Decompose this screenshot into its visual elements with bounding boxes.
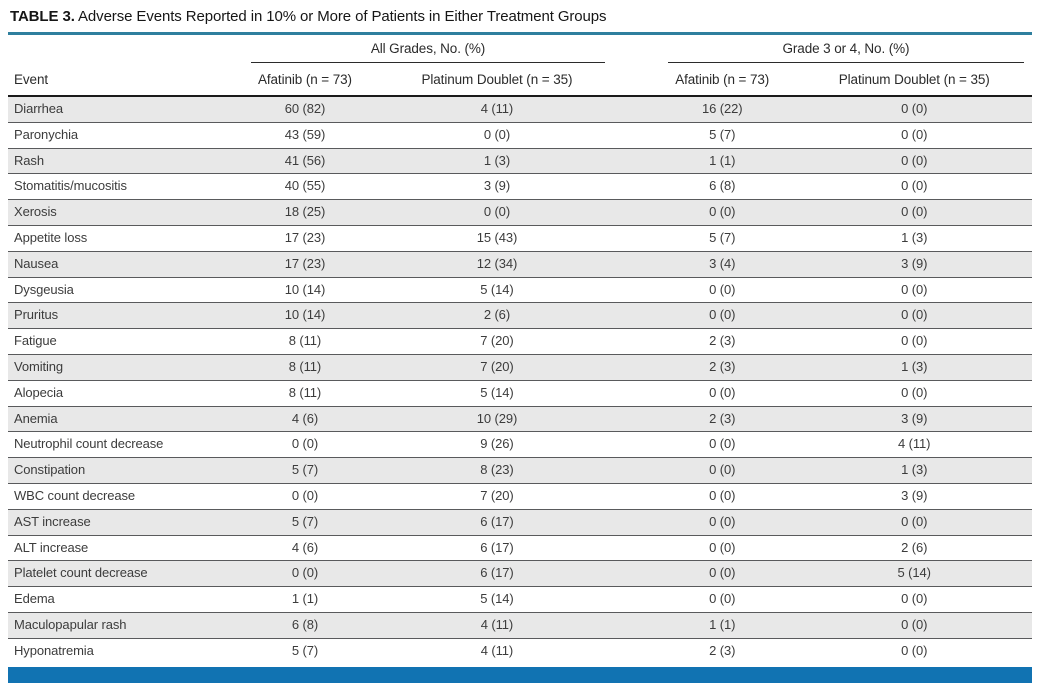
event-cell: Platelet count decrease (8, 561, 223, 587)
value-cell: 0 (0) (648, 587, 796, 613)
event-cell: Vomiting (8, 354, 223, 380)
table-row (8, 535, 1032, 561)
value-cell: 3 (9) (796, 406, 1032, 432)
col-header-afatinib-g34: Afatinib (n = 73) (648, 63, 796, 96)
value-cell: 12 (34) (387, 251, 607, 277)
table-row (8, 354, 1032, 380)
value-cell: 17 (23) (223, 251, 387, 277)
value-cell: 6 (17) (387, 509, 607, 535)
event-cell: Neutrophil count decrease (8, 432, 223, 458)
value-cell: 6 (8) (648, 174, 796, 200)
value-cell: 0 (0) (796, 380, 1032, 406)
value-cell: 7 (20) (387, 329, 607, 355)
spacer-cell (607, 638, 648, 663)
value-cell: 5 (14) (387, 587, 607, 613)
value-cell: 7 (20) (387, 354, 607, 380)
table-row (8, 200, 1032, 226)
event-cell: Nausea (8, 251, 223, 277)
value-cell: 8 (11) (223, 380, 387, 406)
value-cell: 0 (0) (648, 277, 796, 303)
value-cell: 6 (17) (387, 561, 607, 587)
col-header-platinum-g34: Platinum Doublet (n = 35) (796, 63, 1032, 96)
value-cell: 0 (0) (796, 200, 1032, 226)
value-cell: 17 (23) (223, 225, 387, 251)
table-row (8, 380, 1032, 406)
table-row (8, 432, 1032, 458)
value-cell: 5 (14) (387, 277, 607, 303)
event-cell: Stomatitis/mucositis (8, 174, 223, 200)
value-cell: 3 (9) (796, 251, 1032, 277)
spacer-cell (607, 354, 648, 380)
event-cell: Dysgeusia (8, 277, 223, 303)
group-spacer (8, 35, 223, 63)
table-head (8, 35, 1032, 96)
spacer-cell (607, 122, 648, 148)
value-cell: 4 (11) (480, 642, 514, 658)
event-cell: Fatigue (8, 329, 223, 355)
group-all-grades-label: All Grades, No. (%) (251, 35, 605, 63)
value-cell: 2 (3) (648, 329, 796, 355)
value-cell: 2 (3) (709, 642, 736, 658)
spacer-cell (607, 225, 648, 251)
spacer-cell (607, 458, 648, 484)
event-cell: Rash (8, 148, 223, 174)
value-cell: 3 (4) (648, 251, 796, 277)
value-cell: 0 (0) (648, 509, 796, 535)
value-cell: 0 (0) (796, 329, 1032, 355)
event-cell: Edema (8, 587, 223, 613)
event-cell: Diarrhea (8, 96, 223, 122)
table-row (8, 612, 1032, 638)
table-row (8, 122, 1032, 148)
value-cell: 1 (3) (796, 225, 1032, 251)
value-cell: 16 (22) (648, 96, 796, 122)
spacer-cell (607, 251, 648, 277)
value-cell: 0 (0) (796, 303, 1032, 329)
value-cell: 10 (14) (223, 277, 387, 303)
group-grade-3-4 (648, 35, 1032, 63)
col-header-gap (607, 63, 648, 96)
value-cell: 2 (6) (387, 303, 607, 329)
value-cell: 4 (11) (387, 612, 607, 638)
spacer-cell (607, 148, 648, 174)
value-cell: 2 (3) (648, 354, 796, 380)
value-cell: 18 (25) (223, 200, 387, 226)
value-cell: 0 (0) (223, 432, 387, 458)
table-number-label: TABLE 3. (10, 8, 75, 25)
group-gap (607, 35, 648, 63)
value-cell: 0 (0) (796, 277, 1032, 303)
value-cell: 0 (0) (796, 509, 1032, 535)
table-row (8, 483, 1032, 509)
event-cell: ALT increase (8, 535, 223, 561)
value-cell: 3 (9) (387, 174, 607, 200)
value-cell: 4 (11) (387, 96, 607, 122)
value-cell: 7 (20) (387, 483, 607, 509)
table-row (8, 303, 1032, 329)
value-cell: 4 (6) (223, 535, 387, 561)
value-cell: 5 (14) (796, 561, 1032, 587)
value-cell: 5 (7) (291, 642, 319, 658)
value-cell: 0 (0) (648, 458, 796, 484)
spacer-cell (607, 406, 648, 432)
value-cell: 0 (0) (796, 96, 1032, 122)
value-cell: 5 (7) (648, 122, 796, 148)
value-cell: 0 (0) (648, 432, 796, 458)
spacer-cell (607, 561, 648, 587)
value-cell: 1 (3) (387, 148, 607, 174)
spacer-cell (607, 200, 648, 226)
value-cell: 0 (0) (648, 535, 796, 561)
value-cell: 1 (1) (223, 587, 387, 613)
spacer-cell (607, 612, 648, 638)
value-cell: 0 (0) (223, 561, 387, 587)
value-cell: 5 (14) (387, 380, 607, 406)
value-cell: 8 (23) (387, 458, 607, 484)
value-cell: 1 (1) (648, 148, 796, 174)
value-cell: 43 (59) (223, 122, 387, 148)
value-cell: 41 (56) (223, 148, 387, 174)
table-row (8, 225, 1032, 251)
spacer-cell (607, 329, 648, 355)
value-cell: 0 (0) (648, 561, 796, 587)
col-header-event: Event (8, 63, 223, 96)
event-cell: Constipation (8, 458, 223, 484)
group-grade-3-4-label: Grade 3 or 4, No. (%) (668, 35, 1024, 63)
col-header-afatinib-all: Afatinib (n = 73) (223, 63, 387, 96)
adverse-events-table (8, 35, 1032, 664)
table-row (8, 96, 1032, 122)
spacer-cell (607, 483, 648, 509)
spacer-cell (607, 509, 648, 535)
table-row (8, 638, 1032, 663)
spacer-cell (607, 380, 648, 406)
spacer-cell (607, 174, 648, 200)
value-cell: 6 (17) (387, 535, 607, 561)
table-row (8, 329, 1032, 355)
value-cell: 0 (0) (648, 303, 796, 329)
event-cell: Xerosis (8, 200, 223, 226)
table-title (8, 0, 1032, 32)
value-cell: 1 (3) (796, 458, 1032, 484)
event-cell: Anemia (8, 406, 223, 432)
group-all-grades (223, 35, 607, 63)
value-cell: 2 (6) (796, 535, 1032, 561)
value-cell: 8 (11) (223, 354, 387, 380)
table-row (8, 587, 1032, 613)
value-cell: 6 (8) (223, 612, 387, 638)
value-cell: 0 (0) (387, 122, 607, 148)
table-row (8, 251, 1032, 277)
value-cell: 0 (0) (648, 483, 796, 509)
value-cell: 2 (3) (648, 406, 796, 432)
event-cell: Hyponatremia (14, 642, 94, 658)
spacer-cell (607, 96, 648, 122)
value-cell: 9 (26) (387, 432, 607, 458)
value-cell: 0 (0) (648, 200, 796, 226)
value-cell: 5 (7) (648, 225, 796, 251)
value-cell: 0 (0) (796, 122, 1032, 148)
value-cell: 0 (0) (796, 174, 1032, 200)
value-cell: 0 (0) (796, 612, 1032, 638)
col-header-platinum-all: Platinum Doublet (n = 35) (387, 63, 607, 96)
value-cell: 4 (11) (796, 432, 1032, 458)
value-cell: 0 (0) (796, 587, 1032, 613)
column-group-row (8, 35, 1032, 63)
value-cell: 15 (43) (387, 225, 607, 251)
value-cell: 8 (11) (223, 329, 387, 355)
value-cell: 10 (14) (223, 303, 387, 329)
spacer-cell (607, 432, 648, 458)
table-title-text: Adverse Events Reported in 10% or More of Patients in Either Treatment Groups (78, 8, 607, 25)
value-cell: 3 (9) (796, 483, 1032, 509)
table-row (8, 509, 1032, 535)
spacer-cell (607, 587, 648, 613)
event-cell: WBC count decrease (8, 483, 223, 509)
event-cell: Appetite loss (8, 225, 223, 251)
event-cell: Alopecia (8, 380, 223, 406)
value-cell: 5 (7) (223, 458, 387, 484)
event-cell: Paronychia (8, 122, 223, 148)
spacer-cell (607, 535, 648, 561)
spacer-cell (607, 277, 648, 303)
value-cell: 40 (55) (223, 174, 387, 200)
value-cell: 0 (0) (648, 380, 796, 406)
event-cell: AST increase (8, 509, 223, 535)
value-cell: 0 (0) (387, 200, 607, 226)
value-cell: 5 (7) (223, 509, 387, 535)
value-cell: 0 (0) (223, 483, 387, 509)
column-header-row (8, 63, 1032, 96)
spacer-cell (607, 303, 648, 329)
value-cell: 4 (6) (223, 406, 387, 432)
table-body (8, 96, 1032, 664)
table-row (8, 406, 1032, 432)
value-cell: 0 (0) (901, 642, 928, 658)
value-cell: 0 (0) (796, 148, 1032, 174)
table-row (8, 277, 1032, 303)
value-cell: 10 (29) (387, 406, 607, 432)
value-cell: 60 (82) (223, 96, 387, 122)
value-cell: 1 (1) (648, 612, 796, 638)
footer-bar (8, 667, 1032, 683)
table-row (8, 174, 1032, 200)
event-cell: Pruritus (8, 303, 223, 329)
value-cell: 1 (3) (796, 354, 1032, 380)
table-row (8, 561, 1032, 587)
table-row (8, 148, 1032, 174)
table-row (8, 458, 1032, 484)
event-cell: Maculopapular rash (8, 612, 223, 638)
